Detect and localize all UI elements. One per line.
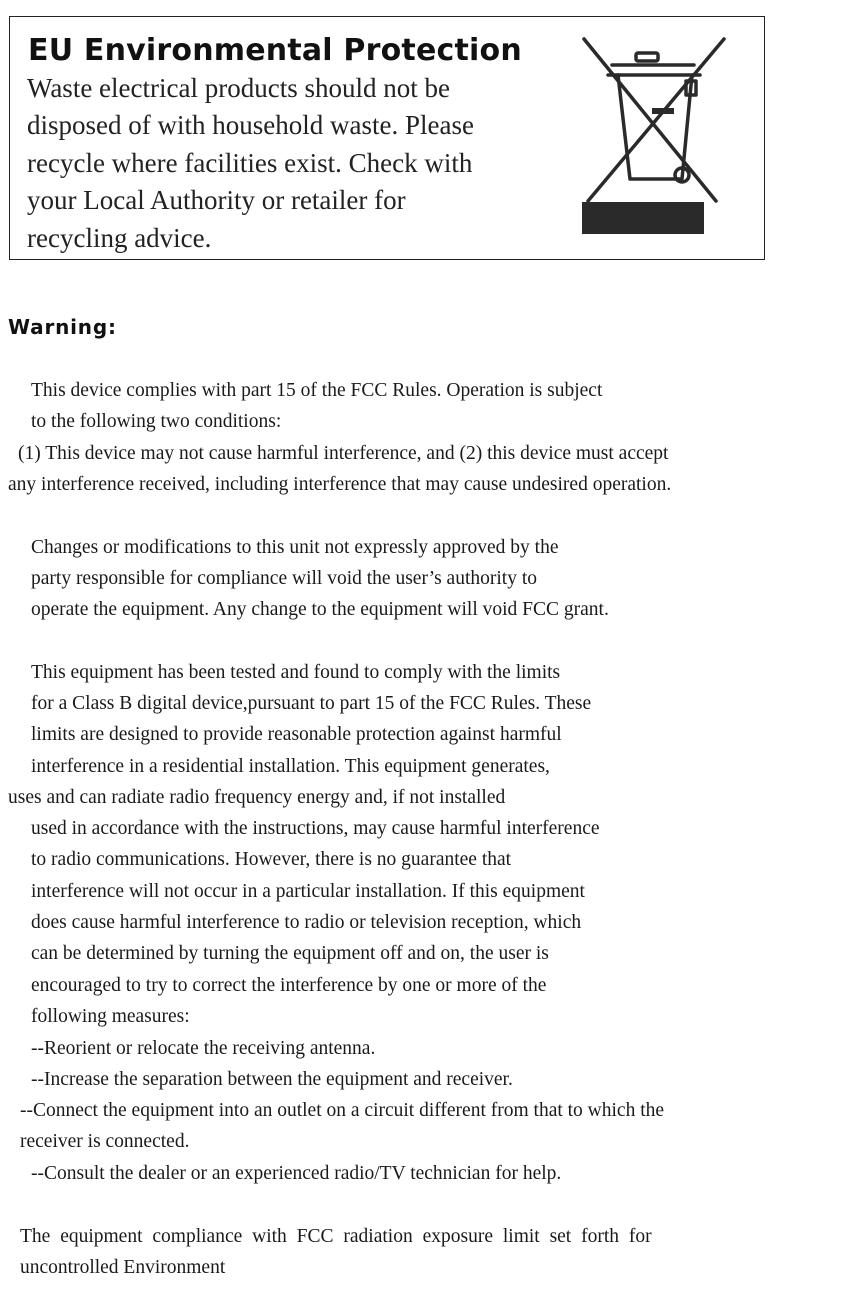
warning-text-line: This device complies with part 15 of the FCC Rules. Operation is subject (31, 380, 603, 401)
warning-text-line: uncontrolled Environment (20, 1257, 226, 1278)
warning-heading: Warning: (8, 315, 117, 339)
warning-text-line: can be determined by turning the equipment off and on, the user is (31, 943, 549, 964)
warning-text-line: receiver is connected. (20, 1131, 190, 1152)
warning-text-line: party responsible for compliance will void the user’s authority to (31, 568, 537, 589)
warning-text-line: --Consult the dealer or an experienced radio/TV technician for help. (31, 1163, 562, 1184)
warning-text-line: any interference received, including interference that may cause undesired operation. (8, 474, 672, 495)
eu-environmental-notice (9, 16, 765, 260)
warning-text-line: to radio communications. However, there is no guarantee that (31, 849, 512, 870)
warning-text-line: used in accordance with the instructions, may cause harmful interference (31, 818, 600, 839)
warning-text-line: (1) This device may not cause harmful interference, and (2) this device must accept (18, 443, 669, 464)
warning-text-line: operate the equipment. Any change to the equipment will void FCC grant. (31, 599, 609, 620)
warning-text-line: following measures: (31, 1006, 190, 1027)
warning-text-line: for a Class B digital device,pursuant to part 15 of the FCC Rules. These (31, 693, 592, 714)
warning-text-line: does cause harmful interference to radio or television reception, which (31, 912, 582, 933)
warning-text-line: --Reorient or relocate the receiving antenna. (31, 1038, 376, 1059)
warning-text-line: interference will not occur in a particular installation. If this equipment (31, 881, 585, 902)
warning-text-line: This equipment has been tested and found to comply with the limits (31, 662, 561, 683)
warning-text-line: to the following two conditions: (31, 411, 282, 432)
eu-notice-line: recycle where facilities exist. Check with (27, 148, 473, 178)
warning-text-line: interference in a residential installation. This equipment generates, (31, 756, 550, 777)
warning-text-line: --Increase the separation between the equipment and receiver. (31, 1069, 513, 1090)
warning-text-line: Changes or modifications to this unit not expressly approved by the (31, 537, 559, 558)
warning-text-line: encouraged to try to correct the interference by one or more of the (31, 975, 547, 996)
eu-notice-title: EU Environmental Protection (28, 33, 522, 68)
eu-notice-line: disposed of with household waste. Please (27, 110, 474, 140)
warning-text-line: The equipment compliance with FCC radiation exposure limit set forth for (20, 1226, 652, 1247)
warning-text-line: uses and can radiate radio frequency energy and, if not installed (8, 787, 506, 808)
eu-notice-line: your Local Authority or retailer for (27, 185, 406, 215)
crossed-out-wheelie-bin-icon (578, 31, 730, 207)
warning-text-line: --Connect the equipment into an outlet on a circuit different from that to which the (20, 1100, 665, 1121)
weee-solid-bar (582, 202, 704, 234)
eu-notice-line: recycling advice. (27, 223, 212, 253)
warning-text-line: limits are designed to provide reasonable protection against harmful (31, 724, 562, 745)
eu-notice-line: Waste electrical products should not be (27, 73, 450, 103)
